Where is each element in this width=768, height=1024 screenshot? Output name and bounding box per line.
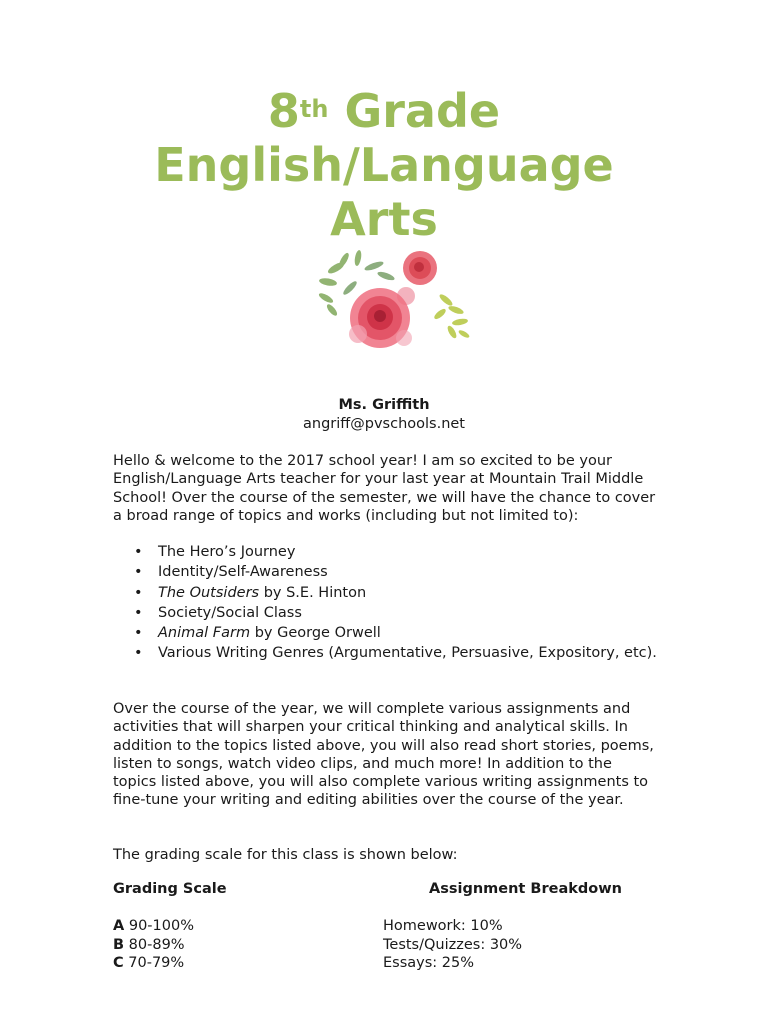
title-line-3: Arts [330,192,438,246]
title-line-1 [0,84,768,138]
title-superscript: th [299,95,329,123]
title-grade-word: Grade [328,84,501,138]
grade-row: A 90-100% [113,918,194,934]
list-item: • Animal Farm by George Orwell [134,625,381,642]
list-item: • The Outsiders by S.E. Hinton [134,584,367,601]
teacher-info [0,396,768,434]
document-title [0,84,768,246]
topics-list [113,543,658,665]
title-grade-number: 8 [267,84,300,138]
list-item: • Identity/Self-Awareness [134,564,328,581]
grade-row: C 70-79% [113,955,185,971]
grading-scale-heading: Grading Scale [113,881,227,897]
bullet-icon: • [134,544,143,560]
intro-paragraph: Hello & welcome to the 2017 school year! I am so excited to be your English/Language Arts teacher for your last year at Mountain Trail Middle School! Over the course of the semester, we will have the chance to cover a broad range of topics and works (including but not limited to): [113,453,656,524]
list-item: • Society/Social Class [134,604,302,621]
grading-intro-paragraph: The grading scale for this class is shown below: [113,847,458,863]
assignment-breakdown-list [383,917,522,973]
bullet-icon: • [134,625,143,642]
bullet-icon: • [134,584,143,601]
assignment-row: Essays: 25% [383,955,475,971]
assignment-row: Homework: 10% [383,918,503,934]
teacher-name: Ms. Griffith [338,397,430,413]
title-line-2: English/Language [154,138,614,192]
assignment-row: Tests/Quizzes: 30% [383,936,523,953]
assignment-breakdown-heading: Assignment Breakdown [429,881,622,897]
flower-illustration [314,248,478,358]
grade-row: B 80-89% [113,936,185,953]
activities-paragraph: Over the course of the year, we will complete various assignments and activities that will sharpen your critical thinking and analytical skills. In addition to the topics listed above, you will also read short stories, poems, listen to songs, watch video clips, and much more! In addition to the topics listed above, you will also complete various writing assignments to fine-tune your writing and editing abilities over the course of the year. [113,701,654,809]
bullet-icon: • [134,604,143,621]
list-item: • The Hero’s Journey [134,544,296,560]
grading-scale-list [113,917,194,973]
list-item: • Various Writing Genres (Argumentative, Persuasive, Expository, etc). [134,645,657,662]
bullet-icon: • [134,645,143,662]
teacher-email[interactable]: angriff@pvschools.net [303,416,465,432]
bullet-icon: • [134,564,143,581]
